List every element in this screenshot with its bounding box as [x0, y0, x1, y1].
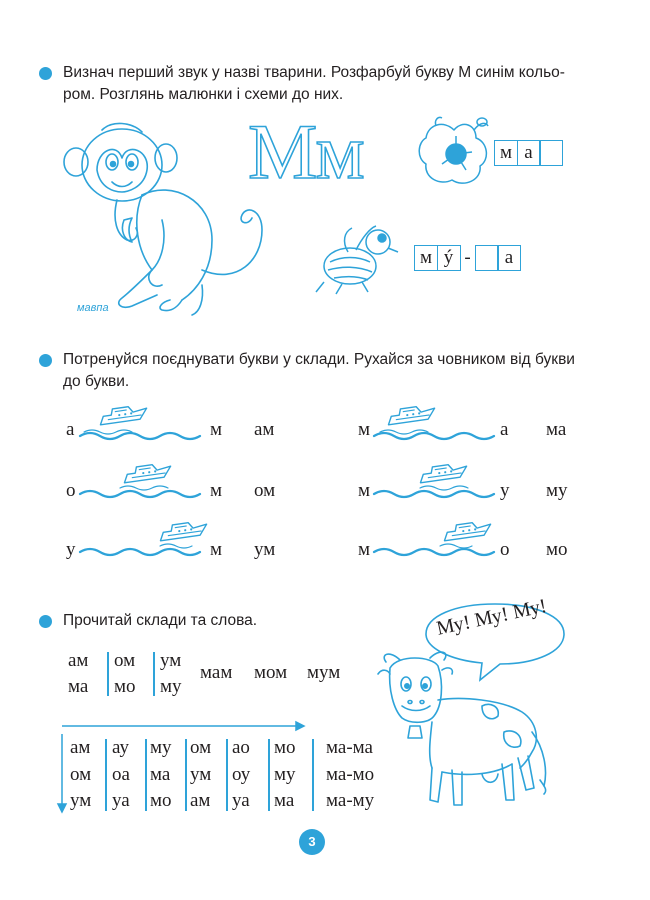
pair2-top: ом: [114, 650, 136, 671]
task1-line2: ром. Розглянь малюнки і схеми до них.: [63, 86, 344, 103]
left-row1-from: а: [66, 419, 75, 440]
task1-line1: Визнач перший звук у назві тварини. Розфарбуй букву М синім кольо-: [63, 64, 565, 81]
grid-cell: ма: [274, 790, 295, 811]
animal-caption: мавпа: [77, 302, 109, 314]
right-row1-from: м: [358, 419, 371, 440]
left-row3-syllable: ум: [254, 539, 276, 560]
grid-cell: ао: [232, 737, 250, 758]
grid-divider-1: [105, 739, 107, 811]
cow-illustration: [372, 640, 552, 820]
task3-title: Прочитай склади та слова.: [63, 612, 258, 629]
grid-cell: ум: [190, 764, 212, 785]
grid-divider-2: [145, 739, 147, 811]
grid-cell: ма-ма: [326, 737, 373, 758]
word-2: мом: [254, 662, 288, 683]
page-number: 3: [299, 829, 325, 855]
left-row1-syllable: ам: [254, 419, 275, 440]
grid-divider-5: [268, 739, 270, 811]
scheme2-cell-1: м: [414, 245, 438, 271]
task2-line2: до букви.: [63, 373, 130, 390]
left-row2-syllable: ом: [254, 480, 276, 501]
pair3-bottom: му: [160, 676, 182, 697]
grid-cell: ом: [190, 737, 212, 758]
scheme1-cell-1: м: [494, 140, 518, 166]
grid-cell: му: [274, 764, 296, 785]
speech-text: Му! Му! Му!: [434, 594, 549, 640]
grid-cell: ам: [190, 790, 211, 811]
grid-cell: мо: [274, 737, 296, 758]
grid-cell: ма-му: [326, 790, 375, 811]
right-row3-to: о: [500, 539, 510, 560]
task2-line1: Потренуйся поєднувати букви у склади. Рухайся за човником від букви: [63, 351, 575, 368]
right-row2-to: у: [500, 480, 510, 501]
scheme2-cell-4: а: [497, 245, 521, 271]
grid-cell: ум: [70, 790, 92, 811]
left-row2-to: м: [210, 480, 223, 501]
right-row3-syllable: мо: [546, 539, 568, 560]
grid-cell: оа: [112, 764, 130, 785]
grid-cell: ма: [150, 764, 171, 785]
right-row1-to: а: [500, 419, 509, 440]
word-1: мам: [200, 662, 233, 683]
grid-cell: му: [150, 737, 172, 758]
left-row3-to: м: [210, 539, 223, 560]
left-row1-to: м: [210, 419, 223, 440]
pair2-bottom: мо: [114, 676, 136, 697]
grid-cell: ма-мо: [326, 764, 375, 785]
pair1-bottom: ма: [68, 676, 89, 697]
right-row3-from: м: [358, 539, 371, 560]
grid-cell: уа: [232, 790, 250, 811]
scheme2-dash: -: [464, 247, 471, 268]
scheme2-cell-2: ý: [437, 245, 461, 271]
grid-cell: оу: [232, 764, 251, 785]
grid-divider-6: [312, 739, 314, 811]
grid-divider-3: [185, 739, 187, 811]
left-row2-from: о: [66, 480, 76, 501]
right-row2-syllable: му: [546, 480, 568, 501]
grid-cell: мо: [150, 790, 172, 811]
pair3-top: ум: [160, 650, 182, 671]
grid-divider-4: [226, 739, 228, 811]
grid-cell: ам: [70, 737, 91, 758]
word-3: мум: [307, 662, 341, 683]
grid-cell: ом: [70, 764, 92, 785]
grid-cell: уа: [112, 790, 130, 811]
big-letters-mm: Мм: [248, 108, 363, 195]
right-row1-syllable: ма: [546, 419, 567, 440]
left-row3-from: у: [66, 539, 76, 560]
grid-cell: ау: [112, 737, 129, 758]
pair1-top: ам: [68, 650, 89, 671]
right-row2-from: м: [358, 480, 371, 501]
scheme1-cell-2: а: [517, 140, 541, 166]
